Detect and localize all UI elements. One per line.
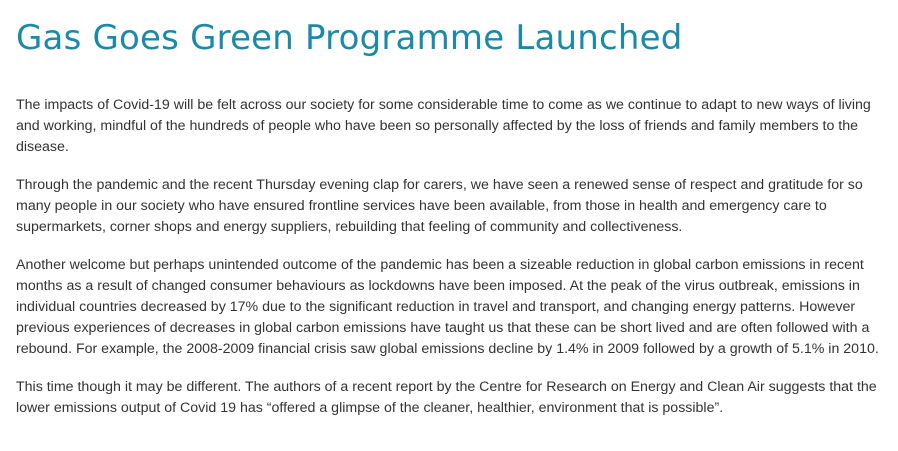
article-title: Gas Goes Green Programme Launched xyxy=(16,18,683,58)
article-paragraph-3: Another welcome but perhaps unintended outcome of the pandemic has been a sizeable reduction in global carbon emissions in recent months as a result of changed consumer behaviours as lockdowns have been imposed. At the peak of the virus outbreak, emissions in individual countries decreased by 17% due to the significant reduction in travel and transport, and changing energy patterns. However previous experiences of decreases in global carbon emissions have taught us that these can be short lived and are often followed with a rebound. For example, the 2008-2009 financial crisis saw global emissions decline by 1.4% in 2009 followed by a growth of 5.1% in 2010. xyxy=(16,257,879,357)
article xyxy=(16,0,886,436)
article-paragraph-1: The impacts of Covid-19 will be felt across our society for some considerable time to come as we continue to adapt to new ways of living and working, mindful of the hundreds of people who have been so personally affected by the loss of friends and family members to the disease. xyxy=(16,97,871,155)
article-paragraph-2: Through the pandemic and the recent Thursday evening clap for carers, we have seen a renewed sense of respect and gratitude for so many people in our society who have ensured frontline services have been available, from those in health and emergency care to supermarkets, corner shops and energy suppliers, rebuilding that feeling of community and collectiveness. xyxy=(16,177,863,235)
article-paragraph-4: This time though it may be different. The authors of a recent report by the Centre for Research on Energy and Clean Air suggests that the lower emissions output of Covid 19 has “offered a glimpse of the cleaner, healthier, environment that is possible”. xyxy=(16,379,877,416)
